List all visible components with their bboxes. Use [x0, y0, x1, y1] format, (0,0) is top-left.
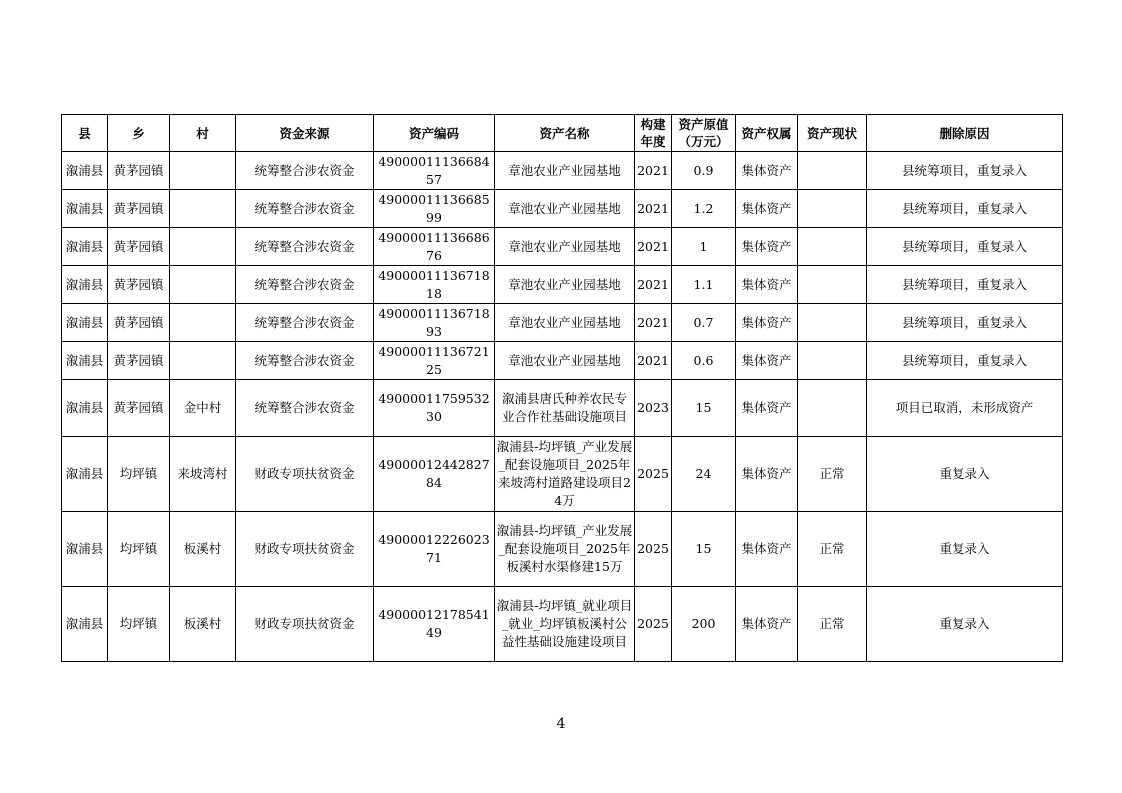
cell-township: 黄茅园镇: [108, 152, 170, 190]
cell-build-year: 2021: [635, 266, 672, 304]
cell-asset-name: 章池农业产业园基地: [495, 190, 635, 228]
cell-original-value: 1.1: [672, 266, 736, 304]
cell-township: 黄茅园镇: [108, 228, 170, 266]
cell-asset-name: 溆浦县-均坪镇_就业项目_就业_均坪镇板溪村公益性基础设施建设项目: [495, 587, 635, 662]
cell-village: 金中村: [170, 380, 236, 437]
table-row: [62, 152, 1063, 190]
page-number: 4: [556, 716, 566, 732]
cell-original-value: 1.2: [672, 190, 736, 228]
cell-original-value: 15: [672, 380, 736, 437]
cell-delete-reason: 县统筹项目，重复录入: [867, 152, 1063, 190]
cell-township: 黄茅园镇: [108, 342, 170, 380]
cell-asset-name: 章池农业产业园基地: [495, 152, 635, 190]
cell-fund-source: 财政专项扶贫资金: [236, 587, 374, 662]
table-row: [62, 228, 1063, 266]
header-asset-code: 资产编码: [374, 115, 495, 152]
header-fund-source: 资金来源: [236, 115, 374, 152]
cell-status: 正常: [798, 437, 867, 512]
cell-original-value: 200: [672, 587, 736, 662]
cell-delete-reason: 县统筹项目，重复录入: [867, 228, 1063, 266]
table-row: [62, 190, 1063, 228]
cell-ownership: 集体资产: [736, 190, 798, 228]
table-row: [62, 437, 1063, 512]
cell-ownership: 集体资产: [736, 266, 798, 304]
cell-status: 正常: [798, 587, 867, 662]
cell-asset-code: 4900001244282784: [374, 437, 495, 512]
cell-original-value: 0.6: [672, 342, 736, 380]
cell-village: 来坡湾村: [170, 437, 236, 512]
cell-fund-source: 统筹整合涉农资金: [236, 342, 374, 380]
cell-ownership: 集体资产: [736, 152, 798, 190]
cell-county: 溆浦县: [62, 512, 108, 587]
cell-status: [798, 342, 867, 380]
cell-asset-code: 4900001113671818: [374, 266, 495, 304]
cell-asset-name: 章池农业产业园基地: [495, 228, 635, 266]
cell-township: 均坪镇: [108, 437, 170, 512]
header-asset-name: 资产名称: [495, 115, 635, 152]
header-ownership: 资产权属: [736, 115, 798, 152]
cell-county: 溆浦县: [62, 380, 108, 437]
cell-village: 板溪村: [170, 587, 236, 662]
cell-asset-name: 溆浦县唐氏种养农民专业合作社基础设施项目: [495, 380, 635, 437]
header-village: 村: [170, 115, 236, 152]
cell-build-year: 2021: [635, 152, 672, 190]
cell-village: [170, 266, 236, 304]
cell-status: [798, 380, 867, 437]
cell-fund-source: 财政专项扶贫资金: [236, 437, 374, 512]
cell-status: [798, 266, 867, 304]
cell-original-value: 1: [672, 228, 736, 266]
cell-asset-code: 4900001217854149: [374, 587, 495, 662]
cell-village: [170, 304, 236, 342]
cell-delete-reason: 县统筹项目，重复录入: [867, 342, 1063, 380]
cell-asset-name: 溆浦县-均坪镇_产业发展_配套设施项目_2025年板溪村水渠修建15万: [495, 512, 635, 587]
table-header-row: [62, 115, 1063, 152]
table-row: [62, 342, 1063, 380]
cell-build-year: 2025: [635, 512, 672, 587]
cell-village: [170, 342, 236, 380]
header-build-year: 构建年度: [635, 115, 672, 152]
cell-asset-name: 章池农业产业园基地: [495, 266, 635, 304]
table-row: [62, 587, 1063, 662]
header-status: 资产现状: [798, 115, 867, 152]
cell-fund-source: 财政专项扶贫资金: [236, 512, 374, 587]
cell-county: 溆浦县: [62, 437, 108, 512]
cell-fund-source: 统筹整合涉农资金: [236, 304, 374, 342]
cell-delete-reason: 县统筹项目，重复录入: [867, 266, 1063, 304]
cell-build-year: 2021: [635, 228, 672, 266]
asset-deletion-table: [61, 114, 1063, 662]
table-row: [62, 304, 1063, 342]
cell-delete-reason: 项目已取消，未形成资产: [867, 380, 1063, 437]
cell-status: [798, 152, 867, 190]
cell-build-year: 2025: [635, 437, 672, 512]
cell-village: [170, 190, 236, 228]
cell-asset-name: 溆浦县-均坪镇_产业发展_配套设施项目_2025年来坡湾村道路建设项目24万: [495, 437, 635, 512]
cell-fund-source: 统筹整合涉农资金: [236, 152, 374, 190]
cell-fund-source: 统筹整合涉农资金: [236, 228, 374, 266]
cell-township: 均坪镇: [108, 512, 170, 587]
cell-county: 溆浦县: [62, 587, 108, 662]
cell-delete-reason: 重复录入: [867, 512, 1063, 587]
cell-asset-code: 4900001113668457: [374, 152, 495, 190]
cell-township: 黄茅园镇: [108, 380, 170, 437]
cell-original-value: 15: [672, 512, 736, 587]
cell-status: [798, 228, 867, 266]
header-original-value: 资产原值（万元）: [672, 115, 736, 152]
header-delete-reason: 删除原因: [867, 115, 1063, 152]
cell-asset-code: 4900001113671893: [374, 304, 495, 342]
cell-asset-name: 章池农业产业园基地: [495, 342, 635, 380]
cell-asset-code: 4900001222602371: [374, 512, 495, 587]
table-row: [62, 266, 1063, 304]
cell-asset-code: 4900001113668599: [374, 190, 495, 228]
cell-asset-name: 章池农业产业园基地: [495, 304, 635, 342]
cell-county: 溆浦县: [62, 266, 108, 304]
table-row: [62, 380, 1063, 437]
cell-delete-reason: 县统筹项目，重复录入: [867, 190, 1063, 228]
cell-ownership: 集体资产: [736, 304, 798, 342]
cell-ownership: 集体资产: [736, 437, 798, 512]
cell-asset-code: 4900001175953230: [374, 380, 495, 437]
cell-fund-source: 统筹整合涉农资金: [236, 266, 374, 304]
cell-village: [170, 228, 236, 266]
cell-county: 溆浦县: [62, 190, 108, 228]
header-township: 乡: [108, 115, 170, 152]
header-county: 县: [62, 115, 108, 152]
cell-village: [170, 152, 236, 190]
cell-township: 黄茅园镇: [108, 266, 170, 304]
cell-build-year: 2021: [635, 304, 672, 342]
cell-township: 黄茅园镇: [108, 304, 170, 342]
cell-build-year: 2023: [635, 380, 672, 437]
cell-status: [798, 190, 867, 228]
cell-ownership: 集体资产: [736, 380, 798, 437]
cell-asset-code: 4900001113668676: [374, 228, 495, 266]
cell-original-value: 0.9: [672, 152, 736, 190]
cell-build-year: 2021: [635, 342, 672, 380]
cell-ownership: 集体资产: [736, 512, 798, 587]
cell-status: [798, 304, 867, 342]
cell-fund-source: 统筹整合涉农资金: [236, 380, 374, 437]
cell-status: 正常: [798, 512, 867, 587]
cell-original-value: 0.7: [672, 304, 736, 342]
cell-asset-code: 4900001113672125: [374, 342, 495, 380]
cell-original-value: 24: [672, 437, 736, 512]
cell-township: 均坪镇: [108, 587, 170, 662]
cell-township: 黄茅园镇: [108, 190, 170, 228]
cell-county: 溆浦县: [62, 342, 108, 380]
cell-village: 板溪村: [170, 512, 236, 587]
cell-delete-reason: 重复录入: [867, 437, 1063, 512]
cell-build-year: 2025: [635, 587, 672, 662]
cell-fund-source: 统筹整合涉农资金: [236, 190, 374, 228]
table-row: [62, 512, 1063, 587]
cell-ownership: 集体资产: [736, 587, 798, 662]
cell-ownership: 集体资产: [736, 342, 798, 380]
cell-ownership: 集体资产: [736, 228, 798, 266]
cell-delete-reason: 重复录入: [867, 587, 1063, 662]
cell-build-year: 2021: [635, 190, 672, 228]
cell-county: 溆浦县: [62, 152, 108, 190]
cell-delete-reason: 县统筹项目，重复录入: [867, 304, 1063, 342]
cell-county: 溆浦县: [62, 228, 108, 266]
cell-county: 溆浦县: [62, 304, 108, 342]
